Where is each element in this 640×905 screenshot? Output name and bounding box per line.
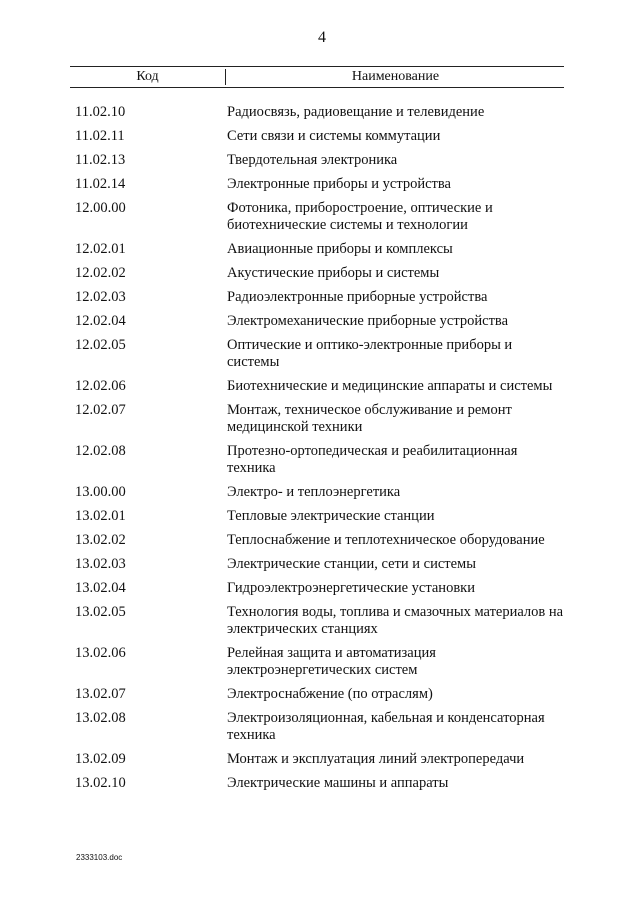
table-row [75,443,575,477]
row-name: Протезно-ортопедическая и реабилитационная техника [227,443,518,476]
table-row [75,104,575,121]
row-name: Электроизоляционная, кабельная и конденсаторная техника [227,710,545,743]
row-name: Оптические и оптико-электронные приборы и системы [227,337,513,370]
table-row [75,775,575,792]
table-row [75,152,575,169]
table-row [75,556,575,573]
row-code: 11.02.11 [75,128,125,144]
row-code: 13.02.09 [75,751,126,767]
row-name: Технология воды, топлива и смазочных материалов на электрических станциях [227,604,564,637]
table-row [75,200,575,234]
row-name: Электронные приборы и устройства [227,176,451,192]
row-code: 12.02.01 [75,241,126,257]
row-code: 12.02.05 [75,337,126,353]
page-number: 4 [318,29,326,46]
row-name: Электрические машины и аппараты [227,775,449,791]
row-code: 12.02.08 [75,443,126,459]
table-row [75,645,575,679]
row-name: Фотоника, приборостроение, оптические и биотехнические системы и технологии [227,200,493,233]
table-row [75,686,575,703]
table-row [75,532,575,549]
row-name: Радиоэлектронные приборные устройства [227,289,488,305]
row-code: 13.00.00 [75,484,126,500]
row-code: 11.02.13 [75,152,126,168]
table-header [70,66,564,88]
row-name: Электроснабжение (по отраслям) [227,686,433,702]
row-name: Акустические приборы и системы [227,265,440,281]
row-code: 12.02.07 [75,402,126,418]
table-row [75,265,575,282]
table-row [75,289,575,306]
row-code: 12.00.00 [75,200,126,216]
header-name: Наименование [225,69,565,85]
row-name: Монтаж, техническое обслуживание и ремонт медицинской техники [227,402,512,435]
table-row [75,176,575,193]
row-code: 13.02.07 [75,686,126,702]
header-code: Код [136,69,159,84]
row-code: 12.02.03 [75,289,126,305]
row-name: Авиационные приборы и комплексы [227,241,453,257]
table-row [75,751,575,768]
row-code: 13.02.10 [75,775,126,791]
table-row [75,580,575,597]
row-name: Релейная защита и автоматизация электроэнергетических систем [227,645,436,678]
row-code: 13.02.01 [75,508,126,524]
row-code: 13.02.08 [75,710,126,726]
row-code: 13.02.03 [75,556,126,572]
row-code: 11.02.14 [75,176,126,192]
row-name: Теплоснабжение и теплотехническое оборудование [227,532,545,548]
row-code: 13.02.05 [75,604,126,620]
row-code: 11.02.10 [75,104,126,120]
table-row [75,337,575,371]
row-name: Электрические станции, сети и системы [227,556,476,572]
table-row [75,508,575,525]
table-row [75,484,575,501]
table-row [75,604,575,638]
table-row [75,710,575,744]
table-row [75,402,575,436]
table-row [75,241,575,258]
row-code: 12.02.02 [75,265,126,281]
table-body [75,104,575,799]
row-name: Сети связи и системы коммутации [227,128,441,144]
row-name: Биотехнические и медицинские аппараты и системы [227,378,553,394]
row-name: Твердотельная электроника [227,152,398,168]
row-code: 13.02.02 [75,532,126,548]
row-name: Радиосвязь, радиовещание и телевидение [227,104,485,120]
table-row [75,313,575,330]
table-row [75,128,575,145]
row-name: Электро- и теплоэнергетика [227,484,401,500]
row-code: 12.02.04 [75,313,126,329]
row-name: Гидроэлектроэнергетические установки [227,580,475,596]
row-name: Электромеханические приборные устройства [227,313,509,329]
row-code: 13.02.06 [75,645,126,661]
footer-filename: 2333103.doc [76,853,123,862]
table-row [75,378,575,395]
row-name: Тепловые электрические станции [227,508,435,524]
row-code: 12.02.06 [75,378,126,394]
row-code: 13.02.04 [75,580,126,596]
row-name: Монтаж и эксплуатация линий электропередачи [227,751,525,767]
